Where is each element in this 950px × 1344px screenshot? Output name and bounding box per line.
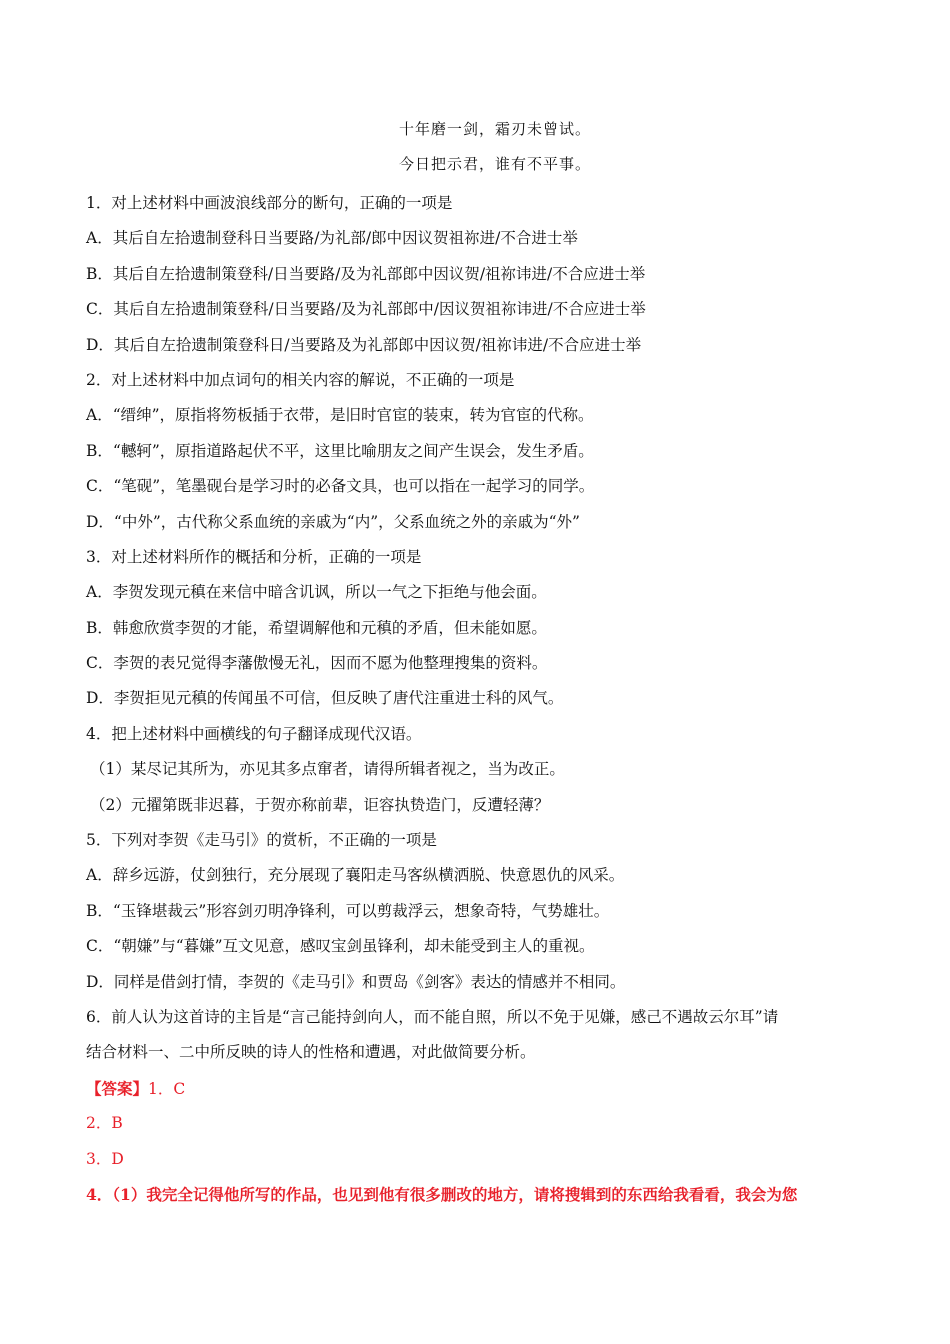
- question-5-option-d: D．同样是借剑打情，李贺的《走马引》和贾岛《剑客》表达的情感并不相同。: [86, 972, 626, 991]
- question-4-stem: 4．把上述材料中画横线的句子翻译成现代汉语。: [86, 724, 422, 743]
- answer-2: 2．B: [86, 1114, 123, 1133]
- answer-3: 3．D: [86, 1149, 124, 1168]
- question-2-stem: 2．对上述材料中加点词句的相关内容的解说，不正确的一项是: [86, 370, 515, 389]
- poem-line-1: 十年磨一剑，霜刃未曾试。: [398, 120, 591, 138]
- question-1-option-d: D．其后自左拾遗制策登科日/当要路及为礼部郎中因议贺/祖祢讳进/不合应进士举: [86, 335, 642, 354]
- question-2-option-d: D．“中外”，古代称父系血统的亲戚为“内”，父系血统之外的亲戚为“外”: [86, 512, 580, 531]
- poem-line-2: 今日把示君，谁有不平事。: [398, 155, 591, 173]
- question-2-option-a: A．“缙绅”，原指将笏板插于衣带，是旧时官宦的装束，转为官宦的代称。: [86, 406, 594, 425]
- answer-tag: 【答案】: [86, 1078, 149, 1098]
- question-6-stem-line-1: 6．前人认为这首诗的主旨是“言己能持剑向人，而不能自照，所以不免于见嫌，感己不遇故云尔耳”请: [86, 1007, 779, 1026]
- question-2-option-b: B．“轗轲”，原指道路起伏不平，这里比喻朋友之间产生误会，发生矛盾。: [86, 441, 594, 460]
- question-3-option-d: D．李贺拒见元稹的传闻虽不可信，但反映了唐代注重进士科的风气。: [86, 689, 564, 708]
- answer-1-text: 1．C: [148, 1079, 186, 1098]
- question-4-sentence-2: （2）元擢第既非迟暮，于贺亦称前辈，讵容执贽造门，反遭轻薄？: [90, 795, 550, 814]
- question-3-option-a: A．李贺发现元稹在来信中暗含讥讽，所以一气之下拒绝与他会面。: [86, 583, 547, 602]
- question-3-option-c: C．李贺的表兄觉得李藩傲慢无礼，因而不愿为他整理搜集的资料。: [86, 654, 548, 673]
- question-3-option-b: B．韩愈欣赏李贺的才能，希望调解他和元稹的矛盾，但未能如愿。: [86, 618, 547, 637]
- question-1-stem: 1．对上述材料中画波浪线部分的断句，正确的一项是: [86, 194, 453, 212]
- question-5-option-b: B．“玉锋堪裁云”形容剑刃明净锋利，可以剪裁浮云，想象奇特，气势雄壮。: [86, 901, 610, 920]
- answer-1: [86, 1071, 866, 1106]
- question-4-sentence-1: （1）某尽记其所为，亦见其多点窜者，请得所辑者视之，当为改正。: [90, 760, 565, 779]
- question-1-option-b: B．其后自左拾遗制策登科/日当要路/及为礼部郎中因议贺/祖祢讳进/不合应进士举: [86, 264, 646, 283]
- question-5-option-a: A．辞乡远游，仗剑独行，充分展现了襄阳走马客纵横洒脱、快意恩仇的风采。: [86, 866, 625, 885]
- question-3-stem: 3．对上述材料所作的概括和分析，正确的一项是: [86, 547, 422, 566]
- answer-4: 4．（1）我完全记得他所写的作品，也见到他有很多删改的地方，请将搜辑到的东西给我看看，我会为您: [86, 1184, 798, 1204]
- question-1-option-a: A．其后自左拾遗制登科日当要路/为礼部/郎中因议贺祖祢进/不合进士举: [86, 229, 578, 248]
- question-1-option-c: C．其后自左拾遗制策登科/日当要路/及为礼部郎中/因议贺祖祢讳进/不合应进士举: [86, 300, 646, 319]
- question-5-option-c: C．“朝嫌”与“暮嫌”互文见意，感叹宝剑虽锋利，却未能受到主人的重视。: [86, 937, 595, 956]
- question-5-stem: 5．下列对李贺《走马引》的赏析，不正确的一项是: [86, 831, 437, 850]
- question-content: [86, 186, 866, 1212]
- question-2-option-c: C．“笔砚”，笔墨砚台是学习时的必备文具，也可以指在一起学习的同学。: [86, 477, 595, 496]
- question-6-stem-line-2: 结合材料一、二中所反映的诗人的性格和遭遇，对此做简要分析。: [86, 1043, 536, 1062]
